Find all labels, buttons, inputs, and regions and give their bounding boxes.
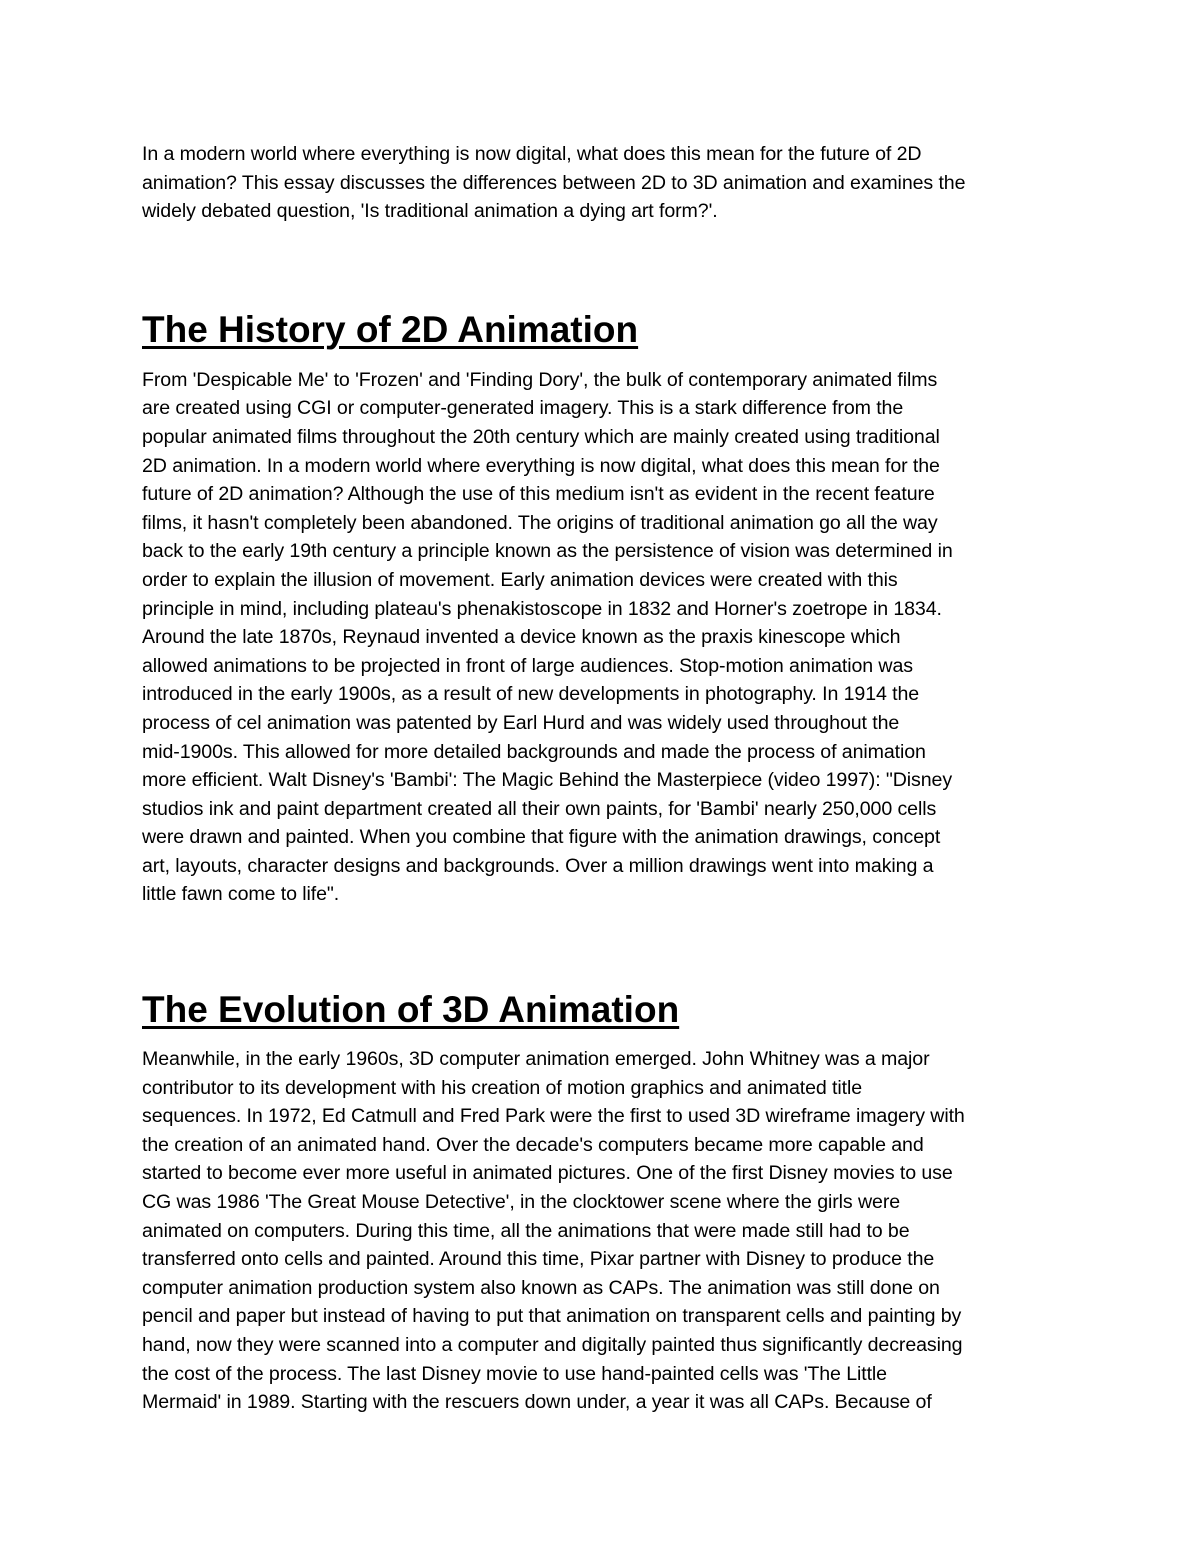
paragraph-line: studios ink and paint department created all their own paints, for 'Bambi' nearly 250,000 cells [142, 797, 937, 820]
paragraph-line: started to become ever more useful in animated pictures. One of the first Disney movies to use [142, 1162, 953, 1185]
paragraph-line: principle in mind, including plateau's phenakistoscope in 1832 and Horner's zoetrope in 1834. [142, 597, 942, 620]
paragraph-line: allowed animations to be projected in front of large audiences. Stop-motion animation was [142, 654, 913, 677]
paragraph-line: popular animated films throughout the 20th century which are mainly created using traditional [142, 425, 940, 448]
paragraph-line: computer animation production system also known as CAPs. The animation was still done on [142, 1276, 940, 1299]
paragraph-line: little fawn come to life". [142, 883, 340, 906]
intro-line: animation? This essay discusses the differences between 2D to 3D animation and examines the [142, 171, 966, 194]
paragraph-line: were drawn and painted. When you combine that figure with the animation drawings, concept [142, 826, 941, 849]
paragraph-line: introduced in the early 1900s, as a result of new developments in photography. In 1914 the [142, 683, 920, 706]
paragraph-line: pencil and paper but instead of having to put that animation on transparent cells and painting by [142, 1305, 962, 1328]
paragraph-line: process of cel animation was patented by Earl Hurd and was widely used throughout the [142, 711, 900, 734]
intro-line: In a modern world where everything is now digital, what does this mean for the future of 2D [142, 143, 922, 165]
paragraph-line: mid-1900s. This allowed for more detailed backgrounds and made the process of animation [142, 740, 926, 763]
paragraph-line: sequences. In 1972, Ed Catmull and Fred Park were the first to used 3D wireframe imagery with [142, 1105, 965, 1128]
paragraph-line: contributor to its development with his creation of motion graphics and animated title [142, 1076, 863, 1099]
paragraph-line: films, it hasn't completely been abandoned. The origins of traditional animation go all the way [142, 511, 938, 534]
paragraph-line: are created using CGI or computer-generated imagery. This is a stark difference from the [142, 397, 904, 420]
paragraph-line: the creation of an animated hand. Over the decade's computers became more capable and [142, 1133, 924, 1156]
paragraph-line: Meanwhile, in the early 1960s, 3D computer animation emerged. John Whitney was a major [142, 1048, 930, 1071]
section-heading-history-2d: The History of 2D Animation [142, 308, 639, 350]
document-body [142, 140, 1072, 1417]
paragraph-line: hand, now they were scanned into a computer and digitally painted thus significantly decreasing [142, 1334, 963, 1356]
intro-paragraph [142, 140, 1072, 226]
paragraph-line: more efficient. Walt Disney's 'Bambi': The Magic Behind the Masterpiece (video 1997): "Disney [142, 769, 953, 792]
paragraph-line: the cost of the process. The last Disney movie to use hand-painted cells was 'The Little [142, 1362, 887, 1385]
paragraph-line: back to the early 19th century a principle known as the persistence of vision was determined in [142, 540, 953, 563]
history-2d-paragraph [142, 366, 1072, 909]
paragraph-line: animated on computers. During this time, all the animations that were made still had to be [142, 1219, 910, 1242]
paragraph-line: art, layouts, character designs and backgrounds. Over a million drawings went into making a [142, 854, 934, 877]
paragraph-line: transferred onto cells and painted. Around this time, Pixar partner with Disney to produce the [142, 1248, 935, 1271]
paragraph-line: order to explain the illusion of movement. Early animation devices were created with this [142, 568, 898, 591]
evolution-3d-paragraph [142, 1045, 1072, 1417]
paragraph-line: CG was 1986 'The Great Mouse Detective', in the clocktower scene where the girls were [142, 1191, 901, 1214]
paragraph-line: Around the late 1870s, Reynaud invented a device known as the praxis kinescope which [142, 626, 901, 649]
intro-line: widely debated question, 'Is traditional animation a dying art form?'. [142, 200, 718, 223]
section-heading-evolution-3d: The Evolution of 3D Animation [142, 989, 680, 1031]
paragraph-line: Mermaid' in 1989. Starting with the rescuers down under, a year it was all CAPs. Because of [142, 1391, 932, 1414]
paragraph-line: 2D animation. In a modern world where everything is now digital, what does this mean for the [142, 454, 940, 477]
paragraph-line: From 'Despicable Me' to 'Frozen' and 'Finding Dory', the bulk of contemporary animated films [142, 368, 938, 391]
paragraph-line: future of 2D animation? Although the use of this medium isn't as evident in the recent feature [142, 483, 935, 506]
